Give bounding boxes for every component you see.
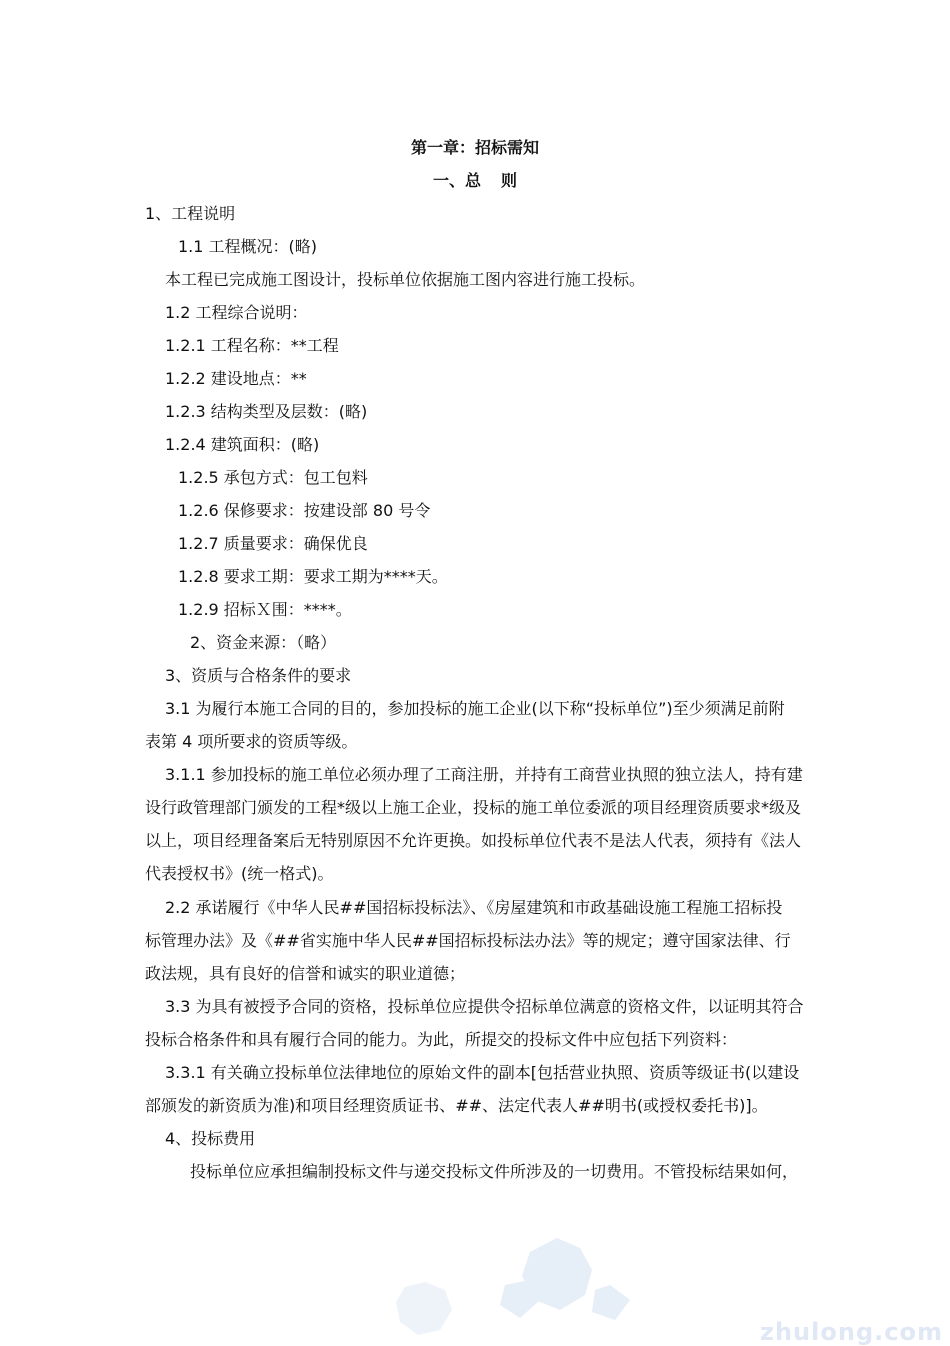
para-3-3-1-line-2: 部颁发的新资质为准)和项目经理资质证书、##、法定代表人##明书(或授权委托书)]。	[145, 1096, 768, 1115]
para-2-2-line-3: 政法规，具有良好的信誉和诚实的职业道德；	[145, 964, 466, 983]
para-1-2-4: 1.2.4 建筑面积：(略)	[165, 435, 320, 454]
heading-project-description: 1、工程说明	[145, 204, 236, 223]
watermark-snowflake-small	[396, 1282, 452, 1335]
heading-qualifications: 3、资质与合格条件的要求	[165, 666, 352, 685]
para-1-2: 1.2 工程综合说明：	[165, 303, 308, 322]
para-2-2-line-1: 2.2 承诺履行《中华人民##国招标投标法》、《房屋建筑和市政基础设施工程施工招标投	[165, 898, 783, 917]
para-3-1-1-line-4: 代表授权书》(统一格式)。	[145, 864, 334, 883]
para-3-1-1-line-1: 3.1.1 参加投标的施工单位必须办理了工商注册，并持有工商营业执照的独立法人，持有建	[165, 765, 803, 784]
para-3-3-line-1: 3.3 为具有被授予合同的资格，投标单位应提供令招标单位满意的资格文件，以证明其符合	[165, 997, 804, 1016]
heading-funding-source: 2、资金来源：（略）	[190, 633, 337, 652]
section-title-right: 则	[501, 171, 518, 190]
para-1-2-8: 1.2.8 要求工期：要求工期为****天。	[178, 567, 448, 586]
para-4-body: 投标单位应承担编制投标文件与递交投标文件所涉及的一切费用。不管投标结果如何，	[190, 1162, 799, 1181]
heading-bid-cost: 4、投标费用	[165, 1129, 256, 1148]
para-1-1: 1.1 工程概况：(略)	[178, 237, 318, 256]
para-1-2-1: 1.2.1 工程名称：**工程	[165, 336, 339, 355]
chapter-title: 第一章：招标需知	[410, 138, 539, 157]
para-1-2-3: 1.2.3 结构类型及层数：(略)	[165, 402, 368, 421]
para-3-3-line-2: 投标合格条件和具有履行合同的能力。为此，所提交的投标文件中应包括下列资料：	[145, 1030, 738, 1049]
para-1-2-2: 1.2.2 建设地点：**	[165, 369, 307, 388]
para-1-2-6: 1.2.6 保修要求：按建设部 80 号令	[178, 501, 431, 520]
section-title-left: 一、总	[432, 171, 481, 190]
para-3-1-line-1: 3.1 为履行本施工合同的目的，参加投标的施工企业(以下称“投标单位”)至少须满足前附	[165, 699, 785, 718]
watermark-text: zhulong.com	[760, 1318, 943, 1346]
para-3-1-1-line-3: 以上，项目经理备案后无特别原因不允许更换。如投标单位代表不是法人代表，须持有《法人	[145, 831, 802, 850]
para-1-2-7: 1.2.7 质量要求：确保优良	[178, 534, 368, 553]
para-2-2-line-2: 标管理办法》及《##省实施中华人民##国招标投标法办法》等的规定；遵守国家法律、行	[145, 931, 791, 950]
watermark-snowflake-large	[500, 1238, 630, 1320]
para-3-1-1-line-2: 设行政管理部门颁发的工程*级以上施工企业，投标的施工单位委派的项目经理资质要求*级及	[145, 798, 802, 817]
para-1-2-5: 1.2.5 承包方式：包工包料	[178, 468, 368, 487]
para-3-1-line-2: 表第 4 项所要求的资质等级。	[145, 732, 358, 751]
para-1-2-9: 1.2.9 招标Ｘ围：****。	[178, 600, 352, 619]
para-3-3-1-line-1: 3.3.1 有关确立投标单位法律地位的原始文件的副本[包括营业执照、资质等级证书(以建设	[165, 1063, 800, 1082]
para-1-1-body: 本工程已完成施工图设计，投标单位依据施工图内容进行施工投标。	[165, 270, 646, 289]
